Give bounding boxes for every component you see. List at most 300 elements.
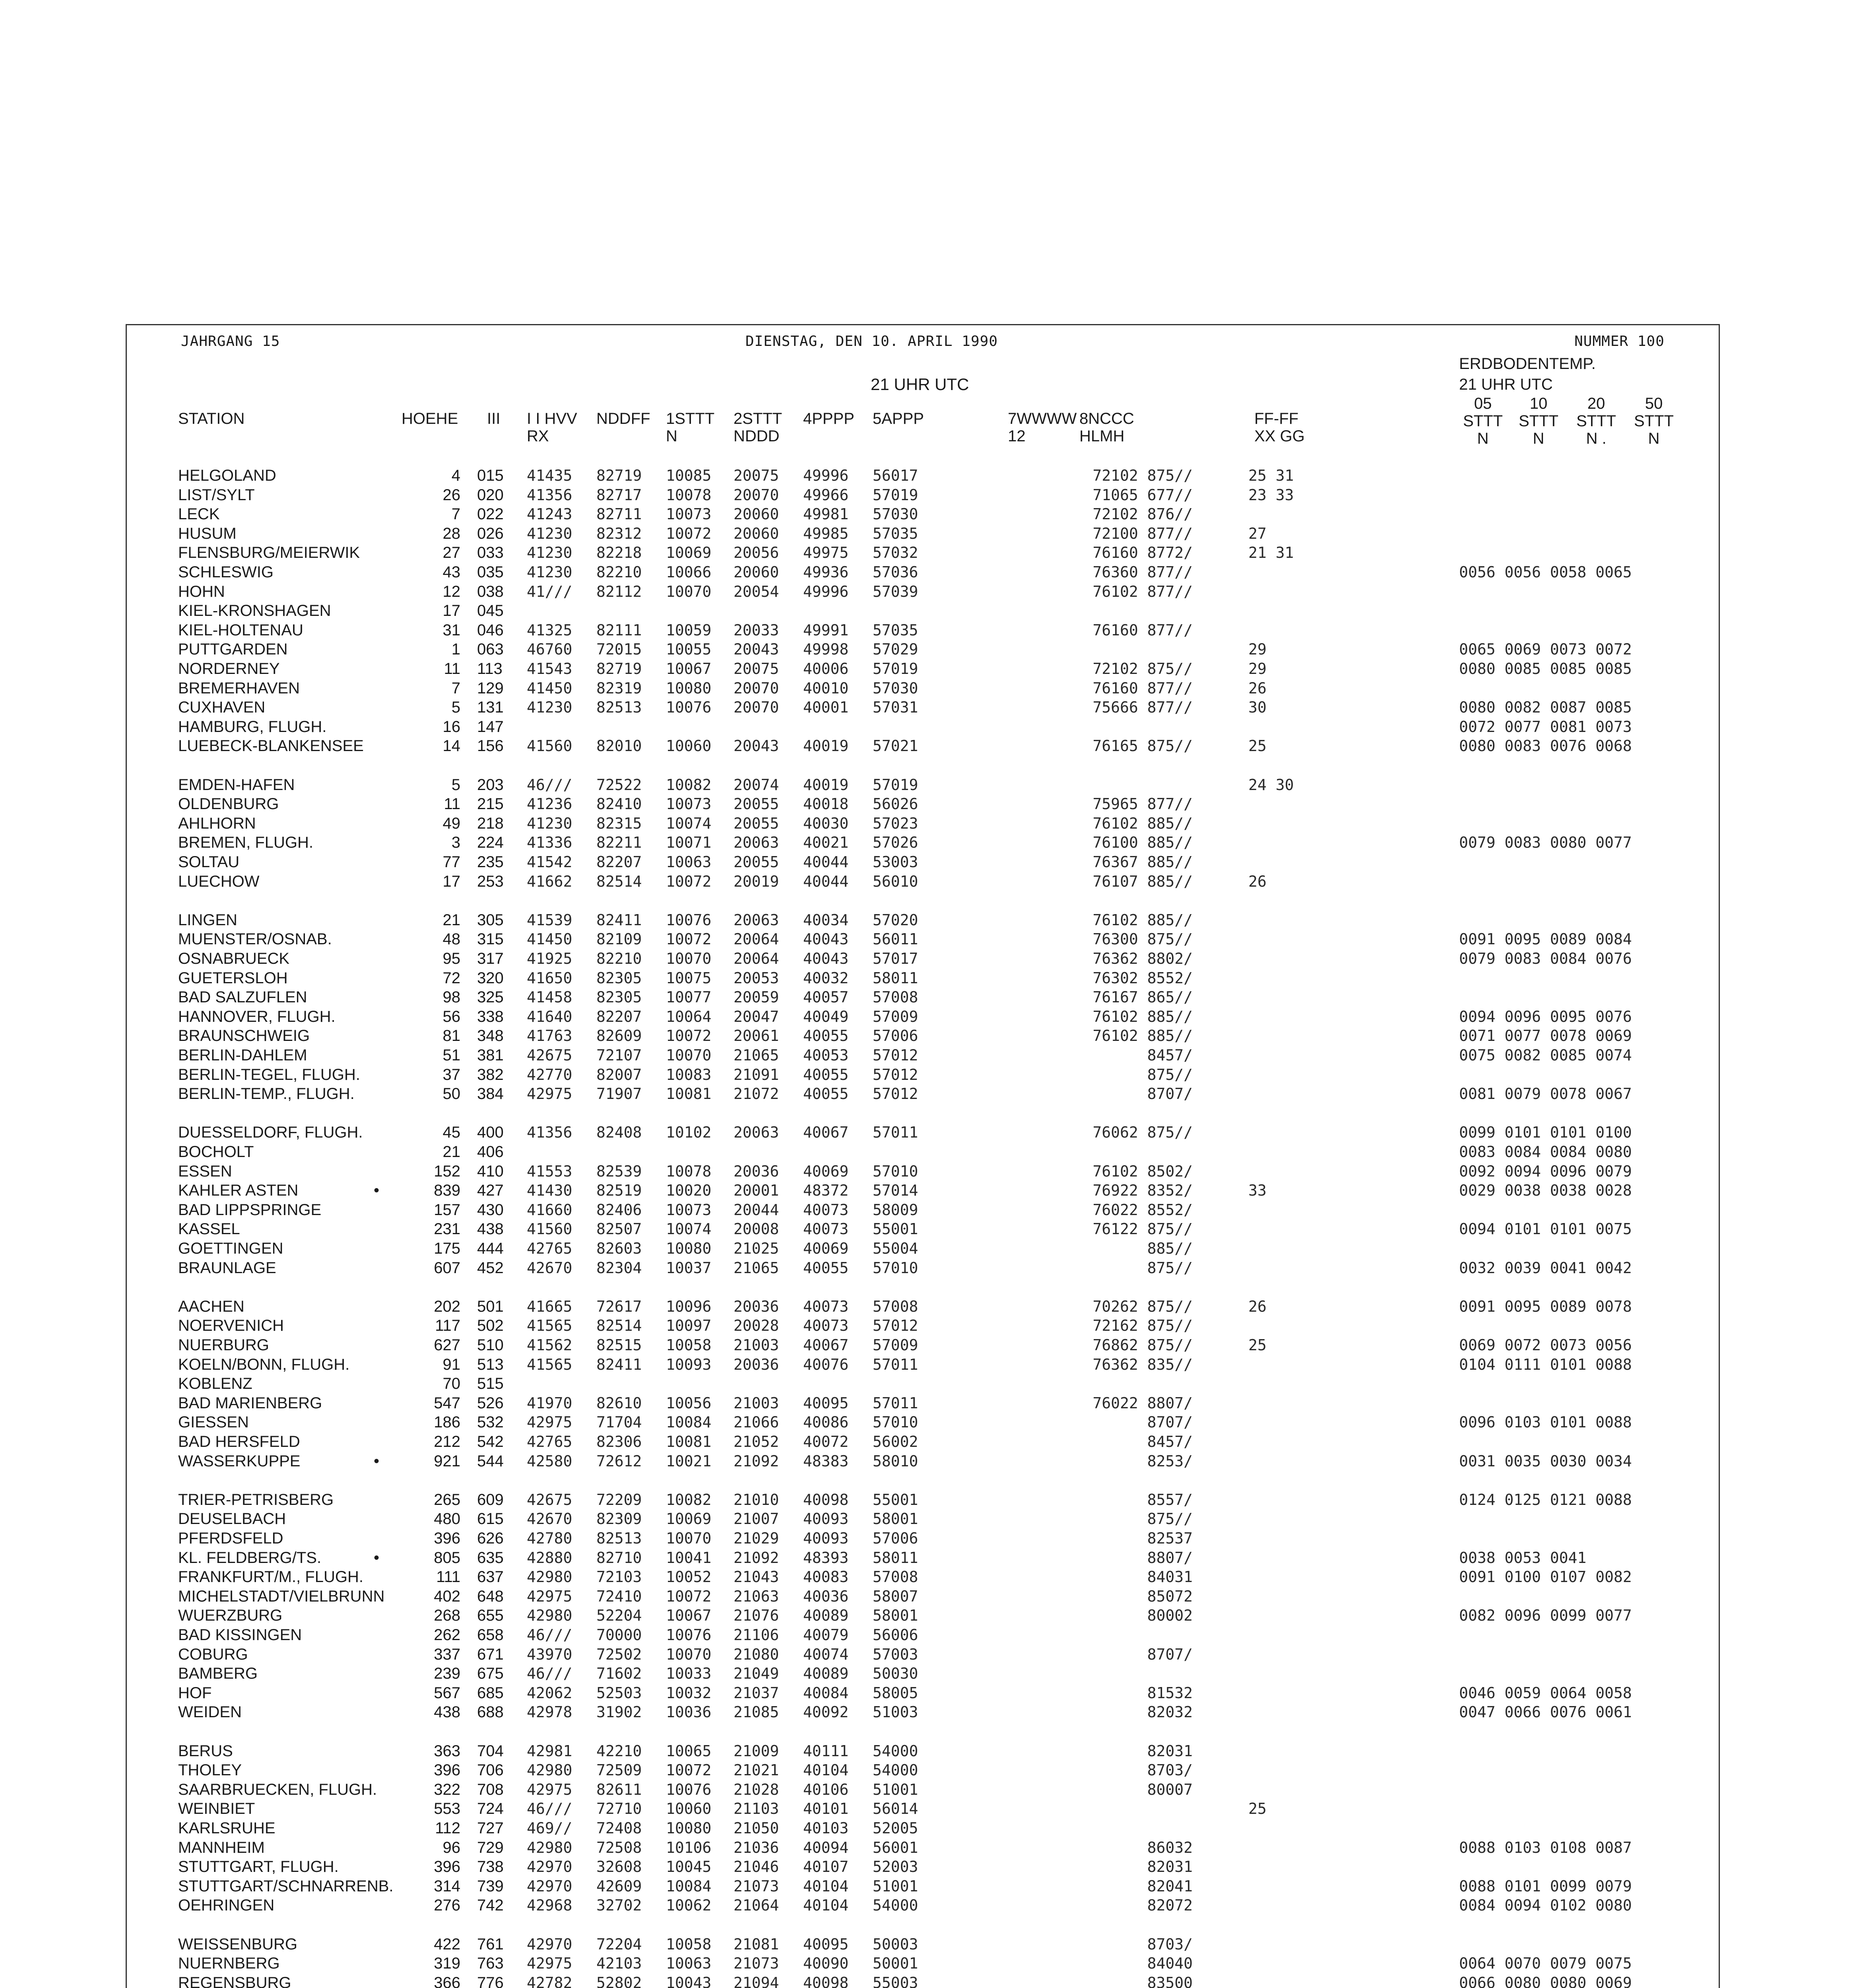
cell-c4pppp: 49936 <box>803 563 849 581</box>
cell-iihvv: 41325 <box>527 621 572 639</box>
cell-station: PFERDSFELD <box>178 1530 283 1547</box>
cell-iii: 430 <box>477 1201 504 1219</box>
col-soil-50: 50 STTT N <box>1634 395 1674 447</box>
cell-c4pppp: 40104 <box>803 1877 849 1895</box>
cell-c4pppp: 49981 <box>803 505 849 523</box>
cell-soil: 0124 0125 0121 0088 <box>1459 1491 1632 1508</box>
cell-station: EMDEN-HAFEN <box>178 776 295 794</box>
cell-iii: 406 <box>477 1143 504 1161</box>
cell-c8nccc: 76165 875// <box>1093 737 1193 755</box>
cell-iii: 742 <box>477 1897 504 1914</box>
cell-c8nccc: 875// <box>1147 1259 1193 1277</box>
cell-c1sttt: 10081 <box>666 1085 712 1103</box>
cell-hoehe: 27 <box>442 544 460 561</box>
cell-iihvv: 41539 <box>527 911 572 929</box>
cell-c2sttt: 20054 <box>734 583 779 600</box>
cell-hoehe: 16 <box>442 718 460 736</box>
cell-mountain: • <box>374 1182 380 1199</box>
cell-c1sttt: 10056 <box>666 1394 712 1412</box>
cell-nddff: 82312 <box>596 525 642 542</box>
cell-station: NUERNBERG <box>178 1955 280 1972</box>
cell-c1sttt: 10076 <box>666 1626 712 1644</box>
cell-soil: 0091 0095 0089 0084 <box>1459 930 1632 948</box>
cell-c1sttt: 10073 <box>666 505 712 523</box>
col-ffff: FF-FF XX GG <box>1254 410 1305 445</box>
cell-nddff: 72502 <box>596 1646 642 1663</box>
cell-c1sttt: 10055 <box>666 641 712 658</box>
cell-soil: 0032 0039 0041 0042 <box>1459 1259 1632 1277</box>
cell-iii: 609 <box>477 1491 504 1508</box>
cell-hoehe: 81 <box>442 1027 460 1044</box>
cell-c1sttt: 10072 <box>666 930 712 948</box>
cell-c5appp: 57012 <box>873 1085 918 1103</box>
cell-c4pppp: 40083 <box>803 1568 849 1586</box>
cell-hoehe: 422 <box>434 1936 460 1953</box>
cell-station: BREMERHAVEN <box>178 679 300 697</box>
cell-iii: 544 <box>477 1452 504 1470</box>
cell-iii: 704 <box>477 1742 504 1760</box>
cell-ffff: 25 <box>1248 1800 1267 1817</box>
cell-iihvv: 41230 <box>527 563 572 581</box>
cell-c2sttt: 20063 <box>734 1124 779 1141</box>
cell-c5appp: 58010 <box>873 1452 918 1470</box>
cell-c2sttt: 20075 <box>734 660 779 678</box>
cell-nddff: 71704 <box>596 1413 642 1431</box>
cell-c8nccc: 76022 8552/ <box>1093 1201 1193 1219</box>
cell-c4pppp: 40101 <box>803 1800 849 1817</box>
cell-c2sttt: 20059 <box>734 988 779 1006</box>
cell-c1sttt: 10041 <box>666 1549 712 1567</box>
cell-iihvv: 41230 <box>527 544 572 561</box>
cell-nddff: 82410 <box>596 795 642 813</box>
cell-iii: 400 <box>477 1124 504 1141</box>
cell-c2sttt: 20070 <box>734 486 779 504</box>
cell-iihvv: 42975 <box>527 1085 572 1103</box>
cell-c4pppp: 40093 <box>803 1510 849 1528</box>
cell-c1sttt: 10059 <box>666 621 712 639</box>
cell-nddff: 82411 <box>596 911 642 929</box>
cell-c1sttt: 10097 <box>666 1317 712 1334</box>
cell-c5appp: 57019 <box>873 776 918 794</box>
cell-iii: 688 <box>477 1703 504 1721</box>
cell-c1sttt: 10093 <box>666 1356 712 1373</box>
cell-c1sttt: 10074 <box>666 815 712 832</box>
cell-iii: 501 <box>477 1298 504 1315</box>
cell-c5appp: 57011 <box>873 1124 918 1141</box>
cell-soil: 0091 0100 0107 0082 <box>1459 1568 1632 1586</box>
cell-iihvv: 42765 <box>527 1433 572 1450</box>
cell-c5appp: 57012 <box>873 1046 918 1064</box>
cell-c2sttt: 21046 <box>734 1858 779 1875</box>
cell-iihvv: 42975 <box>527 1955 572 1972</box>
cell-hoehe: 96 <box>442 1839 460 1856</box>
cell-station: GIESSEN <box>178 1413 249 1431</box>
cell-hoehe: 921 <box>434 1452 460 1470</box>
cell-c4pppp: 40073 <box>803 1317 849 1334</box>
cell-c5appp: 50001 <box>873 1955 918 1972</box>
cell-c4pppp: 40103 <box>803 1819 849 1837</box>
col-soil-10: 10 STTT N <box>1519 395 1558 447</box>
cell-hoehe: 319 <box>434 1955 460 1972</box>
cell-c8nccc: 76122 875// <box>1093 1220 1193 1238</box>
cell-station: LECK <box>178 505 220 523</box>
cell-iii: 648 <box>477 1588 504 1605</box>
cell-c5appp: 57035 <box>873 525 918 542</box>
cell-c2sttt: 20043 <box>734 641 779 658</box>
cell-iihvv: 42975 <box>527 1781 572 1798</box>
cell-iii: 382 <box>477 1066 504 1083</box>
cell-c8nccc: 76302 8552/ <box>1093 969 1193 987</box>
cell-iihvv: 41665 <box>527 1298 572 1315</box>
cell-c2sttt: 20074 <box>734 776 779 794</box>
cell-station: BERLIN-DAHLEM <box>178 1046 307 1064</box>
cell-nddff: 31902 <box>596 1703 642 1721</box>
cell-soil: 0088 0101 0099 0079 <box>1459 1877 1632 1895</box>
cell-nddff: 32702 <box>596 1897 642 1914</box>
cell-nddff: 72408 <box>596 1819 642 1837</box>
cell-iihvv: 41435 <box>527 467 572 484</box>
cell-c2sttt: 21076 <box>734 1607 779 1624</box>
cell-station: LINGEN <box>178 911 237 929</box>
cell-c1sttt: 10032 <box>666 1684 712 1702</box>
cell-c8nccc: 72102 876// <box>1093 505 1193 523</box>
cell-iii: 384 <box>477 1085 504 1103</box>
cell-iihvv: 41560 <box>527 737 572 755</box>
cell-ffff: 26 <box>1248 679 1267 697</box>
cell-iihvv: 46/// <box>527 776 572 794</box>
cell-c5appp: 57008 <box>873 988 918 1006</box>
cell-iihvv: 42970 <box>527 1936 572 1953</box>
cell-iii: 675 <box>477 1665 504 1682</box>
cell-iihvv: 41970 <box>527 1394 572 1412</box>
cell-nddff: 70000 <box>596 1626 642 1644</box>
col-2sttt: 2STTT NDDD <box>734 410 782 445</box>
cell-iii: 215 <box>477 795 504 813</box>
cell-nddff: 82207 <box>596 1008 642 1025</box>
cell-hoehe: 117 <box>435 1317 460 1334</box>
cell-c5appp: 55001 <box>873 1491 918 1508</box>
cell-soil: 0096 0103 0101 0088 <box>1459 1413 1632 1431</box>
cell-c2sttt: 21021 <box>734 1761 779 1779</box>
cell-hoehe: 363 <box>434 1742 460 1760</box>
cell-c5appp: 53003 <box>873 853 918 871</box>
cell-c4pppp: 40044 <box>803 873 849 890</box>
cell-nddff: 82210 <box>596 950 642 967</box>
cell-station: MUENSTER/OSNAB. <box>178 930 332 948</box>
cell-c8nccc: 83500 <box>1147 1974 1193 1988</box>
cell-c5appp: 57017 <box>873 950 918 967</box>
cell-hoehe: 17 <box>442 602 460 619</box>
cell-ffff: 26 <box>1248 873 1267 890</box>
cell-hoehe: 45 <box>442 1124 460 1141</box>
cell-iii: 381 <box>477 1046 504 1064</box>
cell-c2sttt: 21037 <box>734 1684 779 1702</box>
cell-iii: 532 <box>477 1413 504 1431</box>
cell-station: AACHEN <box>178 1298 245 1315</box>
cell-nddff: 72617 <box>596 1298 642 1315</box>
cell-c2sttt: 20036 <box>734 1298 779 1315</box>
cell-c4pppp: 48372 <box>803 1182 849 1199</box>
cell-nddff: 52204 <box>596 1607 642 1624</box>
cell-c1sttt: 10072 <box>666 525 712 542</box>
cell-c8nccc: 8703/ <box>1147 1936 1193 1953</box>
cell-c4pppp: 40057 <box>803 988 849 1006</box>
cell-c1sttt: 10069 <box>666 544 712 561</box>
cell-station: WEIDEN <box>178 1703 242 1721</box>
cell-c5appp: 54000 <box>873 1742 918 1760</box>
cell-c8nccc: 8703/ <box>1147 1761 1193 1779</box>
cell-c8nccc: 76102 877// <box>1093 583 1193 600</box>
cell-hoehe: 37 <box>442 1066 460 1083</box>
cell-station: LIST/SYLT <box>178 486 255 504</box>
cell-iihvv: 42880 <box>527 1549 572 1567</box>
cell-c8nccc: 81532 <box>1147 1684 1193 1702</box>
cell-c1sttt: 10084 <box>666 1413 712 1431</box>
cell-station: BAD LIPPSPRINGE <box>178 1201 322 1219</box>
cell-iii: 427 <box>477 1182 504 1199</box>
cell-c5appp: 52005 <box>873 1819 918 1837</box>
cell-c8nccc: 72162 875// <box>1093 1317 1193 1334</box>
cell-c8nccc: 76102 885// <box>1093 815 1193 832</box>
cell-c5appp: 57021 <box>873 737 918 755</box>
cell-station: KIEL-KRONSHAGEN <box>178 602 331 619</box>
col-iihvv: I I HVV RX <box>527 410 577 445</box>
cell-hoehe: 276 <box>434 1897 460 1914</box>
cell-ffff: 25 <box>1248 1336 1267 1354</box>
cell-c8nccc: 82537 <box>1147 1530 1193 1547</box>
cell-hoehe: 31 <box>442 621 460 639</box>
cell-nddff: 82007 <box>596 1066 642 1083</box>
cell-hoehe: 77 <box>442 853 460 871</box>
nummer-label: NUMMER 100 <box>1574 333 1665 349</box>
cell-station: BERUS <box>178 1742 233 1760</box>
cell-c2sttt: 21010 <box>734 1491 779 1508</box>
col-iii: III <box>487 410 501 427</box>
cell-iihvv: 42980 <box>527 1607 572 1624</box>
cell-c5appp: 57031 <box>873 699 918 716</box>
cell-ffff: 25 <box>1248 737 1267 755</box>
cell-hoehe: 28 <box>442 525 460 542</box>
col-soil-05: 05 STTT N <box>1463 395 1503 447</box>
cell-c8nccc: 76022 8807/ <box>1093 1394 1193 1412</box>
cell-c5appp: 51001 <box>873 1781 918 1798</box>
cell-iii: 022 <box>477 505 504 523</box>
cell-c2sttt: 20060 <box>734 563 779 581</box>
cell-ffff: 23 33 <box>1248 486 1294 504</box>
cell-station: KOBLENZ <box>178 1375 252 1392</box>
cell-c8nccc: 8457/ <box>1147 1433 1193 1450</box>
cell-hoehe: 402 <box>434 1588 460 1605</box>
cell-hoehe: 839 <box>434 1182 460 1199</box>
cell-c5appp: 52003 <box>873 1858 918 1875</box>
cell-c8nccc: 8253/ <box>1147 1452 1193 1470</box>
cell-c1sttt: 10080 <box>666 679 712 697</box>
cell-hoehe: 212 <box>434 1433 460 1450</box>
cell-iii: 218 <box>477 815 504 832</box>
cell-station: WEINBIET <box>178 1800 255 1817</box>
cell-nddff: 82719 <box>596 660 642 678</box>
cell-hoehe: 239 <box>434 1665 460 1682</box>
cell-mountain: • <box>374 1549 380 1567</box>
cell-nddff: 71602 <box>596 1665 642 1682</box>
cell-iihvv: 42675 <box>527 1046 572 1064</box>
cell-iihvv: 41763 <box>527 1027 572 1044</box>
cell-iihvv: 41662 <box>527 873 572 890</box>
cell-c8nccc: 76367 885// <box>1093 853 1193 871</box>
cell-c1sttt: 10072 <box>666 873 712 890</box>
cell-hoehe: 7 <box>451 505 460 523</box>
cell-c2sttt: 20060 <box>734 505 779 523</box>
cell-station: WASSERKUPPE <box>178 1452 301 1470</box>
cell-c5appp: 56010 <box>873 873 918 890</box>
cell-hoehe: 547 <box>434 1394 460 1412</box>
cell-nddff: 72710 <box>596 1800 642 1817</box>
cell-c4pppp: 40089 <box>803 1607 849 1624</box>
cell-hoehe: 95 <box>442 950 460 967</box>
cell-nddff: 72209 <box>596 1491 642 1508</box>
cell-hoehe: 567 <box>434 1684 460 1702</box>
cell-c8nccc: 86032 <box>1147 1839 1193 1856</box>
cell-c4pppp: 40111 <box>803 1742 849 1760</box>
cell-iihvv: 42980 <box>527 1568 572 1586</box>
cell-c1sttt: 10081 <box>666 1433 712 1450</box>
cell-c8nccc: 76160 8772/ <box>1093 544 1193 561</box>
cell-iihvv: 43970 <box>527 1646 572 1663</box>
cell-c2sttt: 21063 <box>734 1588 779 1605</box>
cell-c8nccc: 76102 885// <box>1093 911 1193 929</box>
cell-c2sttt: 21106 <box>734 1626 779 1644</box>
cell-hoehe: 314 <box>434 1877 460 1895</box>
cell-iii: 320 <box>477 969 504 987</box>
cell-nddff: 82315 <box>596 815 642 832</box>
cell-c4pppp: 40072 <box>803 1433 849 1450</box>
cell-hoehe: 4 <box>451 467 460 484</box>
cell-station: BAD HERSFELD <box>178 1433 300 1450</box>
cell-station: NUERBURG <box>178 1336 269 1354</box>
cell-station: DEUSELBACH <box>178 1510 286 1528</box>
cell-station: LUECHOW <box>178 873 260 890</box>
cell-hoehe: 231 <box>434 1220 460 1238</box>
cell-nddff: 82010 <box>596 737 642 755</box>
cell-station: WEISSENBURG <box>178 1936 298 1953</box>
cell-c4pppp: 40067 <box>803 1124 849 1141</box>
cell-station: BREMEN, FLUGH. <box>178 834 314 851</box>
cell-c8nccc: 75965 877// <box>1093 795 1193 813</box>
cell-nddff: 72103 <box>596 1568 642 1586</box>
cell-nddff: 71907 <box>596 1085 642 1103</box>
cell-iii: 305 <box>477 911 504 929</box>
cell-c5appp: 56026 <box>873 795 918 813</box>
cell-c5appp: 56014 <box>873 1800 918 1817</box>
cell-hoehe: 157 <box>434 1201 460 1219</box>
cell-station: PUTTGARDEN <box>178 641 288 658</box>
cell-station: BAMBERG <box>178 1665 258 1682</box>
cell-c4pppp: 40049 <box>803 1008 849 1025</box>
cell-c2sttt: 20055 <box>734 795 779 813</box>
cell-c5appp: 58005 <box>873 1684 918 1702</box>
cell-c4pppp: 40021 <box>803 834 849 851</box>
cell-c1sttt: 10067 <box>666 1607 712 1624</box>
cell-nddff: 32608 <box>596 1858 642 1875</box>
cell-iii: 113 <box>477 660 503 678</box>
cell-c2sttt: 21064 <box>734 1897 779 1914</box>
cell-c4pppp: 40043 <box>803 930 849 948</box>
cell-hoehe: 26 <box>442 486 460 504</box>
cell-hoehe: 21 <box>442 1143 460 1161</box>
cell-c8nccc: 75666 877// <box>1093 699 1193 716</box>
cell-iii: 203 <box>477 776 504 794</box>
cell-c5appp: 57012 <box>873 1066 918 1083</box>
cell-station: OEHRINGEN <box>178 1897 275 1914</box>
cell-c8nccc: 76102 885// <box>1093 1027 1193 1044</box>
cell-iii: 224 <box>477 834 504 851</box>
cell-c8nccc: 70262 875// <box>1093 1298 1193 1315</box>
cell-iii: 438 <box>477 1220 504 1238</box>
cell-hoehe: 49 <box>442 815 460 832</box>
cell-c5appp: 57011 <box>873 1394 918 1412</box>
cell-c8nccc: 76922 8352/ <box>1093 1182 1193 1199</box>
cell-c2sttt: 21085 <box>734 1703 779 1721</box>
cell-c2sttt: 20001 <box>734 1182 779 1199</box>
cell-c5appp: 55001 <box>873 1220 918 1238</box>
cell-hoehe: 3 <box>451 834 460 851</box>
cell-c1sttt: 10078 <box>666 486 712 504</box>
cell-hoehe: 268 <box>434 1607 460 1624</box>
cell-hoehe: 11 <box>444 795 460 813</box>
cell-nddff: 72612 <box>596 1452 642 1470</box>
cell-iihvv: 41925 <box>527 950 572 967</box>
cell-c4pppp: 40104 <box>803 1761 849 1779</box>
cell-c2sttt: 20056 <box>734 544 779 561</box>
cell-c4pppp: 49996 <box>803 467 849 484</box>
cell-hoehe: 480 <box>434 1510 460 1528</box>
cell-iihvv: 469// <box>527 1819 572 1837</box>
cell-nddff: 82603 <box>596 1240 642 1257</box>
cell-c4pppp: 40086 <box>803 1413 849 1431</box>
cell-iihvv: 42670 <box>527 1510 572 1528</box>
cell-c5appp: 56006 <box>873 1626 918 1644</box>
cell-c8nccc: 76062 875// <box>1093 1124 1193 1141</box>
cell-nddff: 82304 <box>596 1259 642 1277</box>
cell-nddff: 82710 <box>596 1549 642 1567</box>
cell-c4pppp: 40079 <box>803 1626 849 1644</box>
cell-c5appp: 50003 <box>873 1936 918 1953</box>
cell-hoehe: 396 <box>434 1530 460 1547</box>
jahrgang-label: JAHRGANG 15 <box>181 333 280 349</box>
cell-nddff: 82207 <box>596 853 642 871</box>
cell-c4pppp: 40055 <box>803 1085 849 1103</box>
cell-c1sttt: 10036 <box>666 1703 712 1721</box>
cell-c2sttt: 20055 <box>734 815 779 832</box>
cell-iii: 706 <box>477 1761 504 1779</box>
cell-c5appp: 57003 <box>873 1646 918 1663</box>
cell-c2sttt: 20075 <box>734 467 779 484</box>
cell-c5appp: 57019 <box>873 486 918 504</box>
cell-c2sttt: 20063 <box>734 834 779 851</box>
cell-iihvv: 41650 <box>527 969 572 987</box>
cell-soil: 0080 0082 0087 0085 <box>1459 699 1632 716</box>
cell-hoehe: 322 <box>434 1781 460 1798</box>
cell-iii: 325 <box>477 988 504 1006</box>
cell-c2sttt: 21050 <box>734 1819 779 1837</box>
cell-c1sttt: 10045 <box>666 1858 712 1875</box>
cell-soil: 0046 0059 0064 0058 <box>1459 1684 1632 1702</box>
cell-c5appp: 56017 <box>873 467 918 484</box>
cell-station: HANNOVER, FLUGH. <box>178 1008 336 1025</box>
cell-c5appp: 57006 <box>873 1027 918 1044</box>
cell-iii: 015 <box>477 467 504 484</box>
cell-c5appp: 58011 <box>873 969 918 987</box>
